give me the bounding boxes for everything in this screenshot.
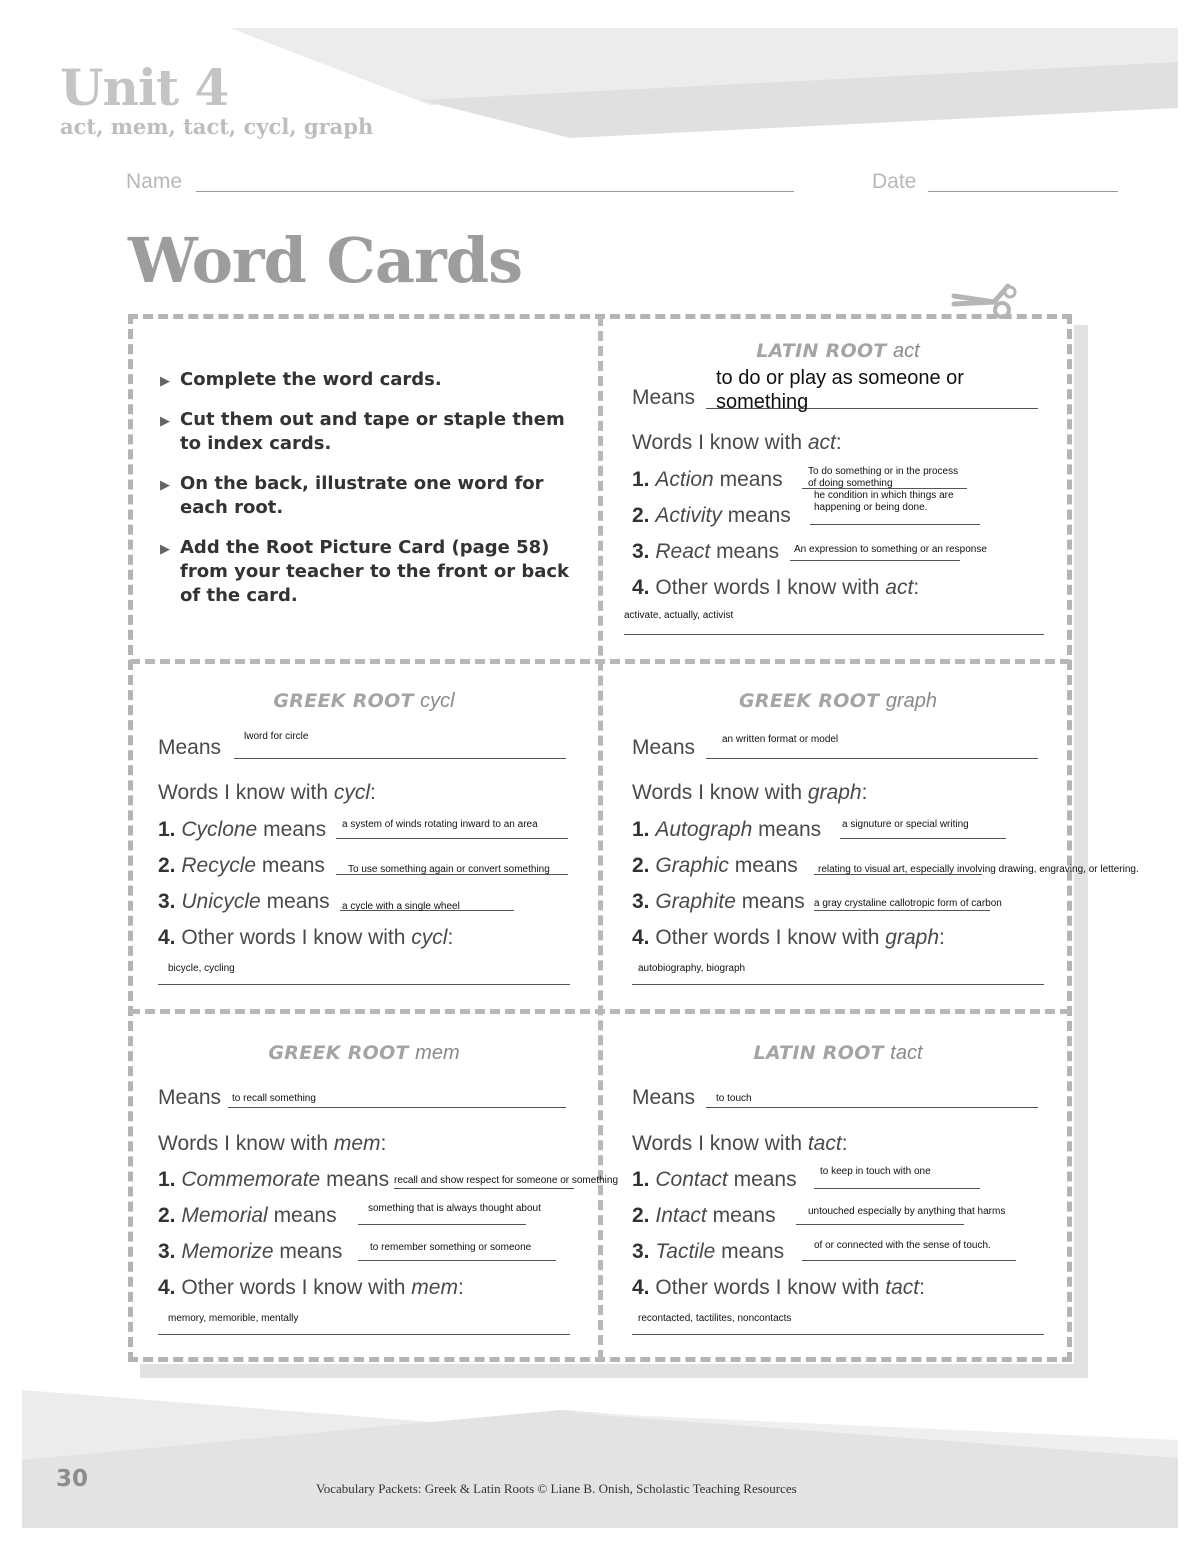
word-answer: recall and show respect for someone or something	[394, 1175, 619, 1186]
words-i-know-label: Words I know with act:	[632, 431, 842, 454]
word-answer-line[interactable]	[358, 1224, 526, 1225]
arrow-right-icon: ▶	[160, 414, 170, 429]
date-label: Date	[872, 170, 917, 193]
word-row-2: 2. Intact means	[632, 1204, 776, 1227]
means-label: Means	[632, 386, 696, 409]
word-answer: To use something again or convert something	[348, 864, 550, 875]
name-field[interactable]	[196, 191, 794, 192]
word-row-1: 1. Autograph means	[632, 818, 822, 841]
word-answer-line[interactable]	[802, 1260, 1016, 1261]
words-i-know-label: Words I know with tact:	[632, 1132, 848, 1155]
cut-line-vertical	[598, 316, 603, 1360]
means-answer-line[interactable]	[706, 758, 1038, 759]
date-field[interactable]	[928, 191, 1118, 192]
word-row-1: 1. Action means	[632, 468, 783, 491]
means-answer: to recall something	[232, 1093, 316, 1104]
other-words-answer: bicycle, cycling	[168, 963, 235, 974]
means-answer: to touch	[716, 1093, 752, 1104]
root-heading: LATIN ROOT act	[756, 340, 920, 362]
word-answer-line[interactable]	[810, 524, 980, 525]
arrow-right-icon: ▶	[160, 478, 170, 493]
means-answer: an written format or model	[722, 734, 839, 745]
word-row-3: 3. Graphite means	[632, 890, 805, 913]
other-words-answer: activate, actually, activist	[624, 610, 734, 621]
word-row-2: 2. Activity means	[632, 504, 791, 527]
other-words-label: 4. Other words I know with tact:	[632, 1276, 925, 1299]
word-card-mem	[158, 1040, 619, 1380]
arrow-right-icon: ▶	[160, 374, 170, 389]
root-heading: LATIN ROOT tact	[753, 1042, 923, 1064]
means-label: Means	[632, 736, 696, 759]
word-answer-line[interactable]	[814, 910, 990, 911]
word-answer: he condition in which things are happening or being done.	[814, 490, 954, 513]
other-words-label: 4. Other words I know with cycl:	[158, 926, 454, 949]
other-words-answer: autobiography, biograph	[638, 963, 746, 974]
word-row-1: 1. Commemorate means	[158, 1168, 390, 1191]
word-answer: relating to visual art, especially involving drawing, engraving, or lettering.	[818, 864, 1139, 875]
means-label: Means	[632, 1086, 696, 1109]
word-card-act	[624, 338, 1044, 678]
arrow-right-icon: ▶	[160, 542, 170, 557]
instruction-item: ▶ On the back, illustrate one word for each root.	[160, 473, 544, 518]
other-words-line[interactable]	[624, 634, 1044, 635]
root-heading: GREEK ROOT cycl	[273, 690, 455, 712]
words-i-know-label: Words I know with cycl:	[158, 781, 376, 804]
instructions-list	[160, 368, 580, 624]
means-label: Means	[158, 736, 222, 759]
page-title: Word Cards	[128, 224, 522, 297]
word-row-1: 1. Contact means	[632, 1168, 797, 1191]
word-answer: a signuture or special writing	[842, 819, 969, 830]
word-row-2: 2. Graphic means	[632, 854, 798, 877]
means-answer-line[interactable]	[228, 1107, 566, 1108]
word-row-1: 1. Cyclone means	[158, 818, 327, 841]
word-row-2: 2. Recycle means	[158, 854, 325, 877]
words-i-know-label: Words I know with graph:	[632, 781, 868, 804]
other-words-line[interactable]	[632, 1334, 1044, 1335]
word-row-3: 3. Unicycle means	[158, 890, 330, 913]
words-i-know-label: Words I know with mem:	[158, 1132, 387, 1155]
word-row-3: 3. Tactile means	[632, 1240, 785, 1263]
word-answer-line[interactable]	[790, 560, 960, 561]
other-words-answer: memory, memorible, mentally	[168, 1313, 299, 1324]
word-card-cycl	[158, 688, 570, 1028]
name-label: Name	[126, 170, 183, 193]
means-answer: to do or play as someone or something	[716, 367, 964, 413]
word-answer-line[interactable]	[796, 1224, 964, 1225]
word-answer-line[interactable]	[840, 838, 1006, 839]
page-number: 30	[56, 1466, 89, 1492]
other-words-line[interactable]	[632, 984, 1044, 985]
root-heading: GREEK ROOT mem	[268, 1042, 460, 1064]
footer-credit: Vocabulary Packets: Greek & Latin Roots © Liane B. Onish, Scholastic Teaching Resources	[316, 1481, 797, 1496]
means-answer-line[interactable]	[706, 1107, 1038, 1108]
other-words-label: 4. Other words I know with mem:	[158, 1276, 464, 1299]
means-label: Means	[158, 1086, 222, 1109]
word-answer-line[interactable]	[814, 1188, 980, 1189]
root-heading: GREEK ROOT graph	[739, 690, 937, 712]
word-answer: a cycle with a single wheel	[342, 901, 460, 912]
word-answer: to remember something or someone	[370, 1242, 532, 1253]
word-card-tact	[632, 1040, 1044, 1380]
word-answer: to keep in touch with one	[820, 1166, 931, 1177]
unit-title: Unit 4	[60, 58, 229, 117]
word-answer: To do something or in the process of doing something	[808, 466, 959, 489]
word-answer: An expression to something or an response	[794, 544, 987, 555]
word-row-3: 3. Memorize means	[158, 1240, 343, 1263]
word-answer-line[interactable]	[336, 838, 568, 839]
other-words-line[interactable]	[158, 984, 570, 985]
word-answer-line[interactable]	[394, 1188, 574, 1189]
word-answer-line[interactable]	[358, 1260, 556, 1261]
word-card-graph	[632, 688, 1139, 1028]
word-answer: a gray crystaline callotropic form of carbon	[814, 898, 1002, 909]
word-answer: a system of winds rotating inward to an area	[342, 819, 538, 830]
word-answer: untouched especially by anything that harms	[808, 1206, 1006, 1217]
other-words-label: 4. Other words I know with graph:	[632, 926, 945, 949]
word-row-3: 3. React means	[632, 540, 780, 563]
card-shadow	[1074, 325, 1088, 1377]
unit-subtitle: act, mem, tact, cycl, graph	[60, 114, 374, 139]
word-answer: of or connected with the sense of touch.	[814, 1240, 991, 1251]
other-words-label: 4. Other words I know with act:	[632, 576, 920, 599]
other-words-line[interactable]	[158, 1334, 570, 1335]
footer-banner	[0, 1380, 1200, 1553]
other-words-answer: recontacted, tactilites, noncontacts	[638, 1313, 792, 1324]
instruction-item: ▶ Complete the word cards.	[160, 368, 580, 392]
word-answer: something that is always thought about	[368, 1203, 541, 1214]
word-row-2: 2. Memorial means	[158, 1204, 337, 1227]
means-answer-line[interactable]	[234, 758, 566, 759]
instruction-item: ▶ Cut them out and tape or staple them to index cards.	[160, 409, 565, 454]
means-answer: lword for circle	[244, 731, 309, 742]
instruction-item: ▶ Add the Root Picture Card (page 58) from your teacher to the front or back of the card.	[160, 537, 570, 606]
